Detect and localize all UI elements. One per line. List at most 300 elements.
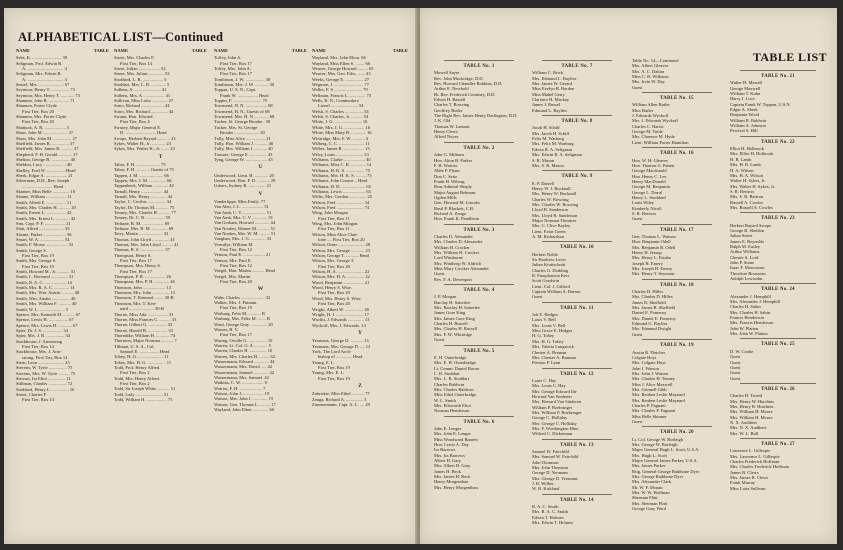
table-divider xyxy=(740,383,816,384)
list-entry: Spence, Mrs. Lewis H. ............ 67 xyxy=(16,322,78,328)
guest-name: Mrs. Reuben Leslie Maynard xyxy=(632,397,685,403)
guest-name: Captain Frank W. Toppan, U.S.N. xyxy=(730,101,791,107)
guest-name: William C. Brick xyxy=(532,70,563,76)
list-entry: Wilson, George T. ........... Head xyxy=(312,253,369,259)
guest-name: Adolph Lewisohn xyxy=(730,276,763,282)
list-entry: Tabor, F. H. ..................... 75 xyxy=(114,161,166,167)
list-entry: Thorne, Miss Ada .................. 33 xyxy=(114,311,174,317)
table-divider xyxy=(642,426,712,427)
list-entry-continuation: First Tier, Box 19 xyxy=(220,305,252,311)
list-entry: Stevens, W. Tyrie ................ 75 xyxy=(16,365,73,371)
list-entry: Smith, Wm. Austin ................ 40 xyxy=(16,295,76,301)
list-entry-continuation: First Tier, Box 20 xyxy=(220,279,252,285)
list-entry-continuation: First Tier, Box 20 xyxy=(22,119,54,125)
guest-name: Guest xyxy=(434,337,445,343)
list-entry-continuation: Samuel E. ................. Head xyxy=(120,348,170,354)
guest-name: Hon. Lewis A. Day xyxy=(434,442,469,447)
list-entry: Wilson, Mrs. George ............ 23 xyxy=(312,247,370,253)
table-column-3 xyxy=(632,58,722,540)
guest-name: Mr. W. F. Mcnair xyxy=(632,484,663,490)
guest-name: Louis V. Bell xyxy=(532,317,556,323)
guest-name: Isaac F. Marcosson xyxy=(730,265,765,271)
list-entry: Shelton, George B. ................ 40 xyxy=(16,156,76,162)
list-entry: Warburg, Mrs. Felix M. ....... B xyxy=(214,316,270,322)
list-entry: York, The Lord Arch- xyxy=(312,348,352,354)
list-entry: Wayland, Mrs. John Elton. 66 xyxy=(312,55,366,61)
list-entry: Williams, Lewis .................... 63 xyxy=(312,188,371,194)
guest-name: William Allen Butler xyxy=(632,102,670,108)
list-entry: Tappen, Mrs. J. M. ............... 66 xyxy=(114,177,172,183)
guest-name: Mrs. George Edward Ide xyxy=(532,388,577,394)
guest-name: Mrs. Francis Henderson xyxy=(730,320,774,326)
list-entry: Vermilye, William M. xyxy=(214,241,254,247)
guest-name: Lawrence L. Gillespie xyxy=(730,448,771,454)
list-entry: Thompson, Henry S. xyxy=(114,252,152,258)
right-page xyxy=(420,8,837,544)
guest-name: Hon. Thomas G. Patten xyxy=(632,162,675,168)
list-entry: Townsend, H. N., Guests of 68 xyxy=(214,108,270,114)
list-entry-continuation: First Tier, Box 17 xyxy=(120,258,152,264)
guest-name: Chester S. Lord xyxy=(730,254,759,260)
list-entry: Vernon, Mrs. Paul E. xyxy=(214,257,252,263)
list-entry-continuation: nard ...................... 30-B xyxy=(120,306,164,312)
list-entry: Stewart, Ira Eliot ............... 12 xyxy=(16,375,71,381)
list-entry: Sullivan, Miss Lotta .............. 27 xyxy=(114,98,174,104)
guest-name: Lieut. Col. J. Gifford xyxy=(532,283,570,289)
list-entry: Young, Mrs. E. L. xyxy=(312,370,345,376)
list-entry-continuation: Brooke ...................... 30 xyxy=(220,130,265,136)
list-entry: Wood, Mrs. Henry S. Wise. xyxy=(312,295,362,301)
table-divider xyxy=(642,92,712,93)
guest-name: James H. Beck xyxy=(434,468,461,474)
list-entry: Stackhouse, J. Armstrong xyxy=(16,338,62,344)
guest-name: Hon. Alton B. Parker xyxy=(434,157,473,163)
table-heading: TABLE No. 25 xyxy=(761,342,795,348)
list-entry: Thompson, Mrs. P. B. ............. 26 xyxy=(114,279,175,285)
guest-name: Mrs. James R. Sheffield xyxy=(632,305,676,311)
list-entry: Underwood, Lieut. H. ............ 20 xyxy=(214,172,274,178)
list-entry-continuation: First Tier, Box 14 xyxy=(22,343,54,349)
list-entry-continuation: A. ................................ 4 xyxy=(22,66,67,72)
list-entry: Wahs, Charles ..................... 32 xyxy=(214,294,271,300)
guest-name: Theodore Rousseau xyxy=(730,270,766,276)
guest-name: Mrs. Walter H. Sykes, Jr. xyxy=(730,183,776,189)
table-divider xyxy=(542,60,612,61)
guest-name: George C. Holliday xyxy=(532,415,568,421)
table-divider xyxy=(642,279,712,280)
list-entry-continuation: ........................... Head xyxy=(22,183,63,189)
guest-name: H. G. Tobey xyxy=(532,333,555,339)
list-entry: Toppan, U. S. N., Capt. xyxy=(214,87,257,93)
list-entry: Shaw, John M. ..................... 37 xyxy=(16,130,74,136)
guest-name: Rear Admiral Sheply xyxy=(434,184,472,190)
list-entry: Thomas, R. S. ..................... 57 xyxy=(114,247,171,253)
list-entry: Tobey, H. G. ...................... 11 xyxy=(114,354,169,360)
letter-heading: V xyxy=(258,190,263,197)
list-entry: Skinner, Miss Belle ............... 10 xyxy=(16,188,76,194)
guest-name: Mrs. William H. Crocker xyxy=(434,250,480,255)
guest-name: Lt. Col. George W. Burleigh xyxy=(632,436,684,442)
table-divider xyxy=(740,283,816,284)
table-divider xyxy=(542,494,612,495)
list-entry: Shannon, John R. .................. 71 xyxy=(16,98,75,104)
list-entry: Wright, Albert W. ................ 48 xyxy=(312,306,369,312)
guest-name: Clarence H. Mackay xyxy=(532,97,570,103)
list-entry: Street, Charles F. xyxy=(16,392,47,397)
list-entry: Young, E. L. xyxy=(312,359,335,365)
guest-name: Arthur E. Newbold xyxy=(434,86,469,92)
alpha-column-2 xyxy=(114,48,207,538)
guest-name: Mrs. Reuben Leslie Maynard xyxy=(632,392,685,398)
guest-name: John G. Milburn xyxy=(434,152,464,158)
guest-name: D. W. Cooke xyxy=(730,348,754,354)
guest-name: Julian Street xyxy=(730,233,753,239)
table-divider xyxy=(444,60,514,61)
guest-name: Mrs. Russell A. Cowles xyxy=(730,204,773,210)
list-entry: Wassermann, Edward ............. 44 xyxy=(214,358,275,364)
guest-name: Mrs. Henry W. Hutchins xyxy=(730,398,775,404)
table-heading: TABLE No. 6 xyxy=(463,419,495,425)
list-entry: Seligman, Mrs. Edwin R. xyxy=(16,71,62,77)
list-entry: Wilberg, C. C. ...................... 11 xyxy=(312,140,370,146)
list-entry-continuation: lotte .... First Tier, Box 20 xyxy=(318,237,365,243)
guest-name: E. H. Outerbridge xyxy=(434,354,467,360)
guest-name: Mrs. Henry T. Seymour xyxy=(632,271,675,277)
guest-name: Guest xyxy=(632,216,643,222)
guest-name: H. B. Lamb xyxy=(730,156,752,162)
list-entry: Wing, Mrs. John Morgan. xyxy=(312,221,359,226)
guest-name: Mrs. Alexander J. Hemphill xyxy=(730,299,781,305)
list-entry: Wellman, Francis L. .............. 73 xyxy=(312,92,372,98)
table-divider xyxy=(740,136,816,137)
guest-name: Lieut. Evart Green xyxy=(532,228,566,234)
guest-name: Mrs. Clarence M. Hyde xyxy=(632,134,675,140)
guest-name: Mrs. Samuel W. Fairchild xyxy=(532,454,579,460)
guest-name: Mrs. Sherman Flint xyxy=(632,500,668,506)
guest-name: Mrs. Edwin R. A. Seligman xyxy=(532,152,582,158)
guest-name: Daniel E. Pomeroy xyxy=(632,310,667,316)
list-entry-continuation: First Tier, Box 12 xyxy=(220,247,252,253)
guest-name: S. R. Bertron xyxy=(730,188,754,194)
guest-name: Edgar A. Sherk xyxy=(730,107,758,113)
column-header-table: TABLE xyxy=(93,48,109,53)
letter-heading: T xyxy=(158,153,163,160)
table-heading: TABLE No. 2 xyxy=(463,145,495,151)
guest-name: Miss J. Alice Maxwell xyxy=(632,381,673,387)
guest-name: J. K. Old xyxy=(434,118,451,124)
list-entry: Smith, Alfred E. ................. 11 xyxy=(16,199,72,205)
list-entry-continuation: strong. First Tier, Box 14 xyxy=(22,354,68,360)
list-entry: Swope, Herbert Bayard ........... 23 xyxy=(114,135,176,141)
list-entry: Spence, Mrs. Kenneth M. .......... 67 xyxy=(16,311,81,317)
guest-name: Harry J. Luce xyxy=(730,96,755,102)
guest-name: Rev. Howard Chandler Robbins, D.D. xyxy=(434,81,503,87)
list-entry: Weeks, George E. ................ 27 xyxy=(312,76,370,82)
right-page-title: TABLE LIST xyxy=(752,50,827,64)
list-entry-continuation: First Tier, Box 19 xyxy=(318,375,350,381)
list-entry-continuation: First Tier, Box 4 xyxy=(120,119,150,125)
list-entry: Tenney, Mrs. Charles H. .......... 77 xyxy=(114,209,176,215)
guest-name: Lloyd B. Sanderson xyxy=(532,207,568,213)
table-heading: TABLE No. 5 xyxy=(463,348,495,354)
guest-name: Elliot H. Holbrook xyxy=(730,146,764,152)
guest-name: Henry L. Stoddard xyxy=(632,194,666,200)
guest-name: Mrs. C. Clive Bayley xyxy=(532,223,571,229)
guest-name: Hon. W. H. Gleaves xyxy=(632,157,668,163)
guest-name: Mrs. Charles Frederick Hoffman xyxy=(730,464,789,470)
list-entry: Williams, John Conroe .. Head xyxy=(312,178,368,184)
guest-name: Charles P. Fagnani xyxy=(632,402,666,408)
guest-name: Lt. Comm. Daniel Bacon xyxy=(434,365,480,371)
list-entry: White, Miss Mary B. ............. 16 xyxy=(312,130,372,136)
list-entry: Smith, Mrs. R. A. C. ............. 14 xyxy=(16,285,75,291)
guest-name: Thomas W. Lamont xyxy=(434,123,470,129)
guest-name: Charles C. Harris xyxy=(632,123,664,129)
list-entry: Smith, Mrs. George S. xyxy=(16,258,57,264)
guest-name: Mrs. James Parker xyxy=(632,463,666,469)
list-entry: Tillman, U. S. A., Col. xyxy=(114,343,155,349)
guest-name: Basil P. Blackett, C.B. xyxy=(434,205,475,211)
list-entry: Todd, Prof. Henry Alfred. xyxy=(114,364,161,370)
list-entry: Zenga, Richard A. ............... 3 xyxy=(312,396,367,402)
guest-name: Charles D. Alexander xyxy=(434,233,473,239)
list-entry: Tappenbeck, William ............. 44 xyxy=(114,183,174,189)
column-header-name: NAME xyxy=(214,48,229,53)
list-entry: Toppin, F. ......................... 75 xyxy=(214,98,268,104)
guest-name: Mrs. A. C. Dalton xyxy=(632,68,665,74)
list-entry: Todd, Lady ........................ 51 xyxy=(114,391,169,397)
guest-name: Guest xyxy=(434,271,445,277)
list-entry: Terhune, R. M. ................... 69 xyxy=(114,220,170,226)
list-entry: Smith, F. Morse ................... 33 xyxy=(16,242,74,248)
list-entry: Thomas, Mrs. John Lloyd .......... 41 xyxy=(114,242,179,248)
guest-name: Mrs. Charles D. Alexander xyxy=(434,239,483,245)
list-entry-continuation: First Tier, Box 20 xyxy=(318,301,350,307)
list-entry: Thomas, John Lloyd ............... 41 xyxy=(114,236,175,242)
list-entry: Sykes, Walter H., Jr. ............ 23 xyxy=(114,140,171,146)
guest-name: Miss Evelyn B. Borden xyxy=(532,86,575,92)
guest-name: Mrs. Winthrop W. Aldrich xyxy=(434,260,482,266)
column-header-name: NAME xyxy=(114,48,129,53)
guest-name: Charles H. Sabin xyxy=(730,304,761,310)
guest-name: Mrs. Alexander Clark xyxy=(632,479,672,485)
list-entry: Williams, Mrs. H. K. S. ......... 75 xyxy=(312,172,372,178)
guest-name: F. H. Watriss xyxy=(434,162,458,168)
guest-name: William T. Kuhn xyxy=(730,91,761,97)
guest-name: Walter H. Merrall xyxy=(730,80,762,86)
list-entry: Tyng, George W. ................... 45 xyxy=(214,156,273,162)
list-entry-continuation: First Tier, Box 14 xyxy=(22,397,54,403)
list-entry: Terry, Martin ..................... 32 xyxy=(114,231,169,237)
column-header-name: NAME xyxy=(16,48,31,53)
guest-name: Mrs. F. W. Whitridge xyxy=(434,331,473,337)
guest-name: Guest xyxy=(532,294,543,300)
list-entry: Wilson, Miss Alice Char- xyxy=(312,231,358,237)
list-entry-continuation: First Tier, Box 20 xyxy=(318,290,350,296)
guest-name: Brig. General George Rathbone Dyer xyxy=(632,468,700,474)
guest-name: Lieut. William Porter Hamilton xyxy=(632,139,689,145)
list-entry: Taylor, Dr. Thomas M. ........... 75 xyxy=(114,204,175,210)
table-divider xyxy=(444,345,514,346)
guest-name: Mrs. James H. Beck xyxy=(434,474,471,480)
guest-name: Kimberly Nicoll xyxy=(632,205,662,211)
list-entry-continuation: First Tier, Box 19 xyxy=(318,364,350,370)
guest-name: Henry Morgenthau xyxy=(434,479,469,485)
guest-name: Alfred Noyes xyxy=(434,134,459,140)
table-heading: TABLE No. 7 xyxy=(561,64,593,69)
guest-name: John E. Lenger xyxy=(434,425,462,431)
list-entry: Seymour, Henry T. ................ 73 xyxy=(16,87,75,93)
table-heading: TABLE No. 27 xyxy=(761,441,795,447)
guest-name: Mrs. Charles W. Bowring xyxy=(532,201,579,207)
list-entry: Tappen, J. M. ..................... 66 xyxy=(114,172,169,178)
table-heading: TABLE No. 19 xyxy=(660,343,694,349)
list-entry: Wilson, Fred ........................ 34 xyxy=(312,199,370,205)
guest-name: Mrs. Ira Barrows xyxy=(434,452,465,458)
guest-name: H. A. Wilson xyxy=(730,167,754,173)
list-entry: Williams, Clarke ................... 40 xyxy=(312,156,371,162)
table-heading: TABLE No. 14 xyxy=(560,497,594,503)
guest-name: Charles H. Russell xyxy=(434,321,468,327)
guest-name: Major General James Parker, U.S.A. xyxy=(632,458,698,464)
table-heading: TABLE No. 22 xyxy=(761,139,795,145)
guest-name: Mrs. George Rathbone Dyer xyxy=(632,474,684,480)
list-entry-continuation: First Tier, Box 19 xyxy=(22,263,54,269)
guest-name: Chester A. Braman xyxy=(532,349,567,355)
list-entry-continuation: First Tier, Box 11 xyxy=(318,215,350,221)
guest-name: Mrs. W. L. Bull xyxy=(730,430,759,436)
list-entry: Smart, W. A. ..................... 54 xyxy=(16,237,70,243)
guest-name: Geoffrey Butler xyxy=(434,107,463,113)
guest-name: William A. Johnson xyxy=(730,123,766,129)
list-entry: Tomlinson, Mrs. J. W. ............ 30 xyxy=(214,82,275,88)
list-entry: Voegel, Hon. Martin ........... Head xyxy=(214,268,276,274)
guest-name: Mrs. Benjamin B. Odell xyxy=(632,244,676,250)
table-heading: TABLE No. 21 xyxy=(761,74,795,79)
list-entry-continuation: First Tier, Box 20 xyxy=(22,108,54,114)
guest-name: N. X. Audibert xyxy=(730,419,757,425)
guest-name: Mrs. F. Worthington Hine xyxy=(532,425,579,431)
list-entry: Tobey, Mrs. H. G. ................ 11 xyxy=(114,359,172,365)
column-header-table: TABLE xyxy=(392,48,408,53)
guest-name: Walter H. Sykes, Jr. xyxy=(730,178,766,184)
guest-name: James Gore King xyxy=(434,310,466,316)
alpha-column-1 xyxy=(16,48,109,538)
guest-name: Ogden Mills xyxy=(434,194,457,200)
list-entry: Thomson, John .................... 13 xyxy=(114,284,172,290)
list-entry: Wright, H. J. ........................ 17 xyxy=(312,311,369,317)
guest-name: George R. Sheldon xyxy=(730,227,765,233)
guest-name: Scott Goodwin xyxy=(532,278,560,284)
list-entry: Stillman, Charles ................ 72 xyxy=(16,381,72,387)
guest-name: Sherman Flint xyxy=(632,495,658,501)
list-entry: Sutro, Richard .................... 44 xyxy=(114,103,170,109)
guest-name: Mrs. Albert Gleaves xyxy=(632,63,669,69)
list-entry-continuation: D. ........................... Head xyxy=(120,130,167,136)
guest-name: Gen. Thomas L. Watson xyxy=(632,233,676,239)
list-entry: Sheffield, James R. ............... 37 xyxy=(16,140,75,146)
guest-name: Preston P. Lynn xyxy=(532,360,561,366)
guest-name: James B. Clews xyxy=(730,469,759,475)
list-entry: Wassermann, Samuel ............. 42 xyxy=(214,369,275,375)
list-entry: Sheffield, Mrs. James R. .......... 37 xyxy=(16,146,79,152)
guest-name: Guest xyxy=(730,364,741,370)
guest-name: Julian Kruttschnitt xyxy=(532,262,566,268)
guest-name: Hon. Benjamin Odell xyxy=(632,239,671,245)
list-entry: Tucker, Mrs. St. George xyxy=(214,124,258,130)
list-entry-continuation: First Tier, Box 20 xyxy=(318,263,350,269)
guest-name: Edwin H. Bassell xyxy=(434,97,466,103)
list-entry: Vanderlippe, Miss Emily. 77 xyxy=(214,198,266,204)
list-entry-continuation: First Tier, Box 2 xyxy=(120,370,150,376)
guest-name: Mrs. J. Edwards Wyckoff xyxy=(632,118,678,124)
guest-name: Mrs. John W. Platten xyxy=(730,331,768,337)
guest-name: Edwin T. Holmes xyxy=(532,514,564,520)
list-entry: Shannon, Porter Clyde xyxy=(16,103,57,109)
guest-name: John J. Watson xyxy=(632,365,659,371)
guest-name: Mrs. George W. Burleigh xyxy=(632,442,678,447)
guest-name: Mrs. E. H. Outerbridge xyxy=(434,360,476,366)
list-entry: Toffey, John A. xyxy=(214,55,242,61)
guest-name: Mrs. Barclay H. Satterlee xyxy=(434,305,480,311)
list-entry: Sloane, William .................. 11 xyxy=(16,194,72,200)
list-entry: Van Amb, Mrs. C. V. ............. 51 xyxy=(214,214,273,220)
guest-name: Table No. 14—Continued xyxy=(632,58,679,63)
guest-name: Mrs. Albert H. Gary xyxy=(434,463,471,469)
list-entry: Todd, William H. .................. 75 xyxy=(114,397,173,402)
column-header xyxy=(114,48,207,53)
table-divider xyxy=(642,147,712,148)
guest-name: Miss C. B. Williams xyxy=(632,74,669,80)
letter-heading: W xyxy=(257,286,264,293)
list-entry: Shannon, Mrs. Porter Clyde xyxy=(16,114,67,120)
list-entry-continuation: First Tier, Box 12 xyxy=(220,263,252,269)
list-entry: Tully, Hon. William J. ........... 40 xyxy=(214,140,274,146)
table-column-4 xyxy=(730,68,826,540)
list-entry: Wyckoff, Mrs. J. Edwards. 13 xyxy=(312,322,366,328)
guest-name: Mrs. Valeria Langstock xyxy=(532,344,575,350)
guest-name: S. R. Mason xyxy=(532,157,555,163)
guest-name: Charles Baldwin xyxy=(434,381,465,387)
guest-name: J. R. Wilber xyxy=(532,481,554,487)
table-heading: TABLE No. 15 xyxy=(660,96,694,102)
list-entry: White, J. G. ........................ 16 xyxy=(312,119,368,125)
list-entry: Wilson, Orme ....................... 28 xyxy=(312,242,370,248)
alpha-column-3 xyxy=(214,48,307,538)
list-entry: Thorndike, William H. ............ 74 xyxy=(114,332,176,338)
guest-name: Mrs. William H. Moore xyxy=(730,409,773,415)
guest-name: Guest xyxy=(632,331,643,337)
list-entry: Sutro, Mrs. Richard ............... 44 xyxy=(114,108,174,114)
alpha-column-4 xyxy=(312,48,408,538)
guest-name: George L. Duval xyxy=(632,189,663,195)
guest-name: J. Edwards Wyckoff xyxy=(632,113,669,119)
list-entry-continuation: First Tier, Box 17 xyxy=(120,268,152,274)
guest-name: Henry Clews xyxy=(434,129,458,135)
guest-name: James E. Reynolds xyxy=(730,238,765,244)
guest-name: Mrs. Jacob H. Schiff xyxy=(532,130,570,136)
guest-name: Rt. Rev. Frederick Courtney, D.D. xyxy=(434,91,496,97)
list-entry: Weller, F. S. ........................ 79 xyxy=(312,87,368,93)
table-heading: TABLE No. 17 xyxy=(660,227,694,233)
list-entry: Wayland, John Elton .............. 66 xyxy=(214,407,275,412)
guest-name: William B. Baldwin xyxy=(730,117,767,123)
list-entry: Seymour, Mrs. Henry T. ............ 73 xyxy=(16,92,80,98)
guest-name: Mrs. William P. Boehringer xyxy=(532,409,582,415)
guest-name: Miss Mabel Gerry xyxy=(532,91,565,97)
guest-name: Mrs. Chester A. Braman xyxy=(532,354,576,360)
guest-name: Ira Barrows xyxy=(434,447,456,453)
